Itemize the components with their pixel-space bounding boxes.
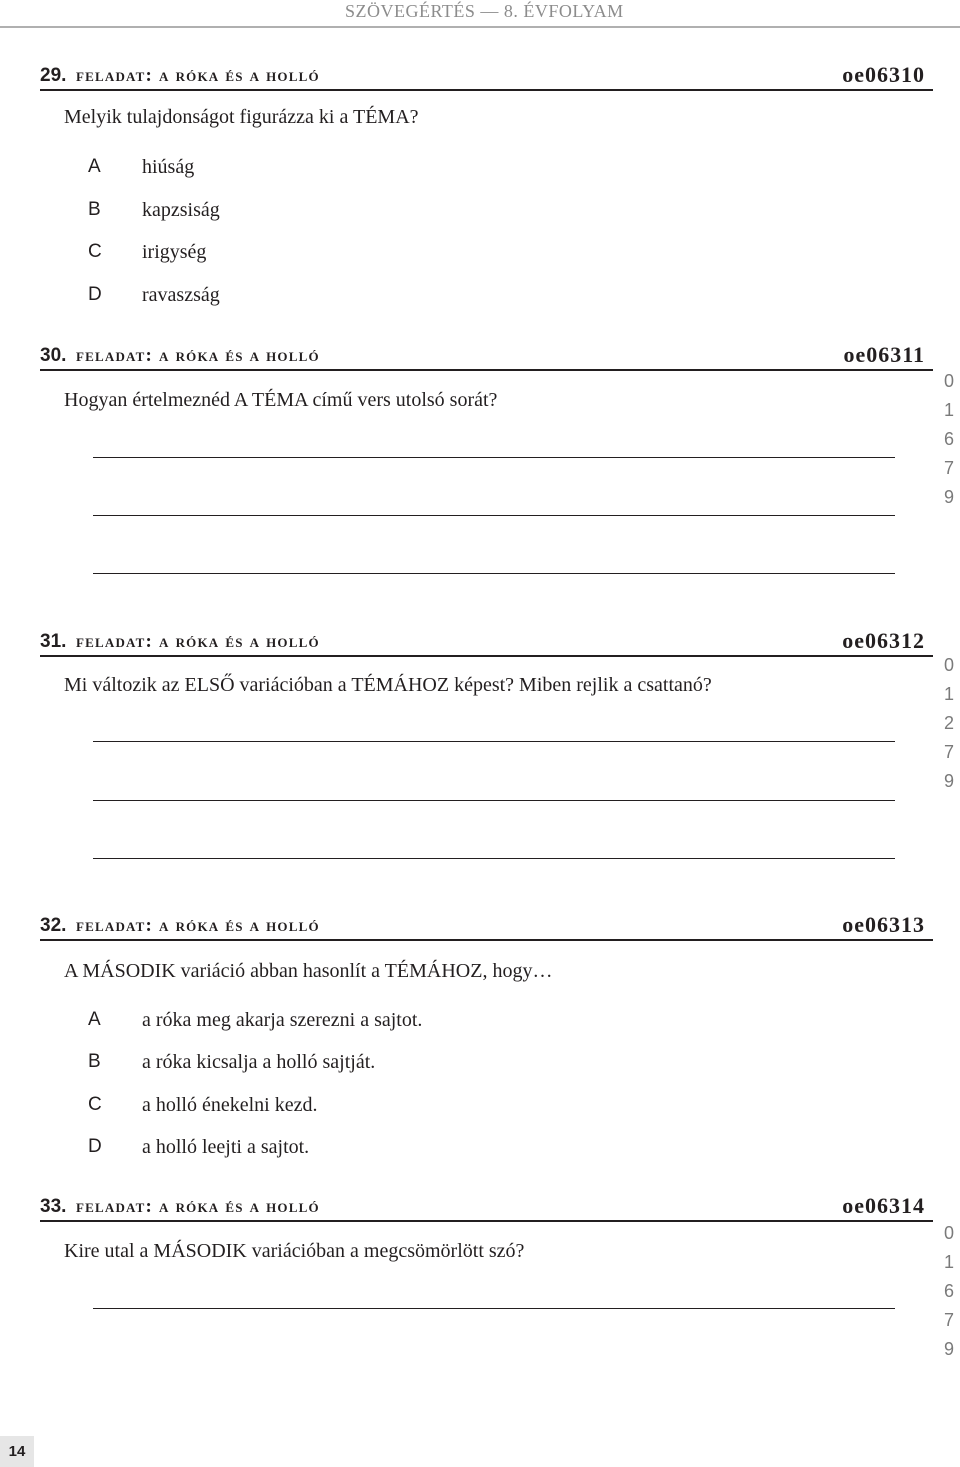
task-29-option-b[interactable] [88, 199, 688, 227]
task-number: 30. [40, 345, 67, 366]
header-title: SZÖVEGÉRTÉS — 8. ÉVFOLYAM [345, 1, 624, 21]
task-code: oe06314 [842, 1193, 925, 1218]
option-text: irigység [142, 241, 207, 263]
score-code[interactable]: 6 [943, 1281, 954, 1301]
task-32-option-d[interactable] [88, 1136, 688, 1164]
task-32-question: A MÁSODIK variáció abban hasonlít a TÉMÁHOZ, hogy… [64, 960, 553, 982]
option-letter: C [88, 241, 102, 262]
task-32-heading [40, 911, 933, 941]
answer-line[interactable] [93, 858, 895, 859]
answer-line[interactable] [93, 800, 895, 801]
page-header [0, 0, 960, 26]
header-rule [0, 26, 960, 28]
task-31-heading [40, 627, 933, 657]
answer-line[interactable] [93, 1308, 895, 1309]
task-31-score-column [938, 651, 960, 796]
option-text: a holló énekelni kezd. [142, 1094, 318, 1116]
task-30-heading [40, 341, 933, 371]
task-code: oe06313 [842, 912, 925, 937]
task-code: oe06312 [842, 628, 925, 653]
option-letter: A [88, 1009, 101, 1030]
score-code[interactable]: 1 [943, 684, 954, 704]
option-text: a róka kicsalja a holló sajtját. [142, 1051, 376, 1073]
option-letter: A [88, 156, 101, 177]
task-29-option-c[interactable] [88, 241, 688, 269]
task-title: feladat: a róka és a holló [76, 1196, 320, 1217]
task-32-option-b[interactable] [88, 1051, 688, 1079]
task-number: 29. [40, 65, 67, 86]
task-number: 32. [40, 915, 67, 936]
score-code[interactable]: 1 [943, 1252, 954, 1272]
option-text: ravaszság [142, 284, 220, 306]
task-title: feladat: a róka és a holló [76, 65, 320, 86]
task-title: feladat: a róka és a holló [76, 915, 320, 936]
score-code[interactable]: 9 [943, 1339, 954, 1359]
task-code: oe06311 [843, 342, 925, 367]
task-title: feladat: a róka és a holló [76, 631, 320, 652]
score-code[interactable]: 9 [943, 771, 954, 791]
task-30-score-column [938, 367, 960, 512]
task-32-option-a[interactable] [88, 1009, 688, 1037]
task-29-heading [40, 61, 933, 91]
task-33-score-column [938, 1219, 960, 1364]
option-letter: B [88, 199, 101, 220]
score-code[interactable]: 9 [943, 487, 954, 507]
task-29-question: Melyik tulajdonságot figurázza ki a TÉMA? [64, 106, 419, 128]
option-text: a holló leejti a sajtot. [142, 1136, 310, 1158]
answer-line[interactable] [93, 573, 895, 574]
score-code[interactable]: 7 [943, 458, 954, 478]
answer-line[interactable] [93, 741, 895, 742]
option-text: kapzsiság [142, 199, 220, 221]
task-code: oe06310 [842, 62, 925, 87]
score-code[interactable]: 7 [943, 742, 954, 762]
score-code[interactable]: 6 [943, 429, 954, 449]
task-number: 33. [40, 1196, 67, 1217]
task-title: feladat: a róka és a holló [76, 345, 320, 366]
option-letter: C [88, 1094, 102, 1115]
score-code[interactable]: 1 [943, 400, 954, 420]
option-text: hiúság [142, 156, 195, 178]
page-number: 14 [0, 1436, 34, 1467]
score-code[interactable]: 7 [943, 1310, 954, 1330]
task-29-option-a[interactable] [88, 156, 688, 184]
task-30-question: Hogyan értelmeznéd A TÉMA című vers utolsó sorát? [64, 389, 498, 411]
task-31-question: Mi változik az ELSŐ variációban a TÉMÁHOZ képest? Miben rejlik a csattanó? [64, 674, 712, 696]
option-letter: D [88, 1136, 102, 1157]
option-letter: B [88, 1051, 101, 1072]
option-text: a róka meg akarja szerezni a sajtot. [142, 1009, 423, 1031]
task-32-option-c[interactable] [88, 1094, 688, 1122]
score-code[interactable]: 2 [943, 713, 954, 733]
score-code[interactable]: 0 [943, 1223, 954, 1243]
task-33-heading [40, 1192, 933, 1222]
answer-line[interactable] [93, 457, 895, 458]
answer-line[interactable] [93, 515, 895, 516]
option-letter: D [88, 284, 102, 305]
task-number: 31. [40, 631, 67, 652]
score-code[interactable]: 0 [943, 655, 954, 675]
task-29-option-d[interactable] [88, 284, 688, 312]
task-33-question: Kire utal a MÁSODIK variációban a megcsömörlött szó? [64, 1240, 525, 1262]
score-code[interactable]: 0 [943, 371, 954, 391]
